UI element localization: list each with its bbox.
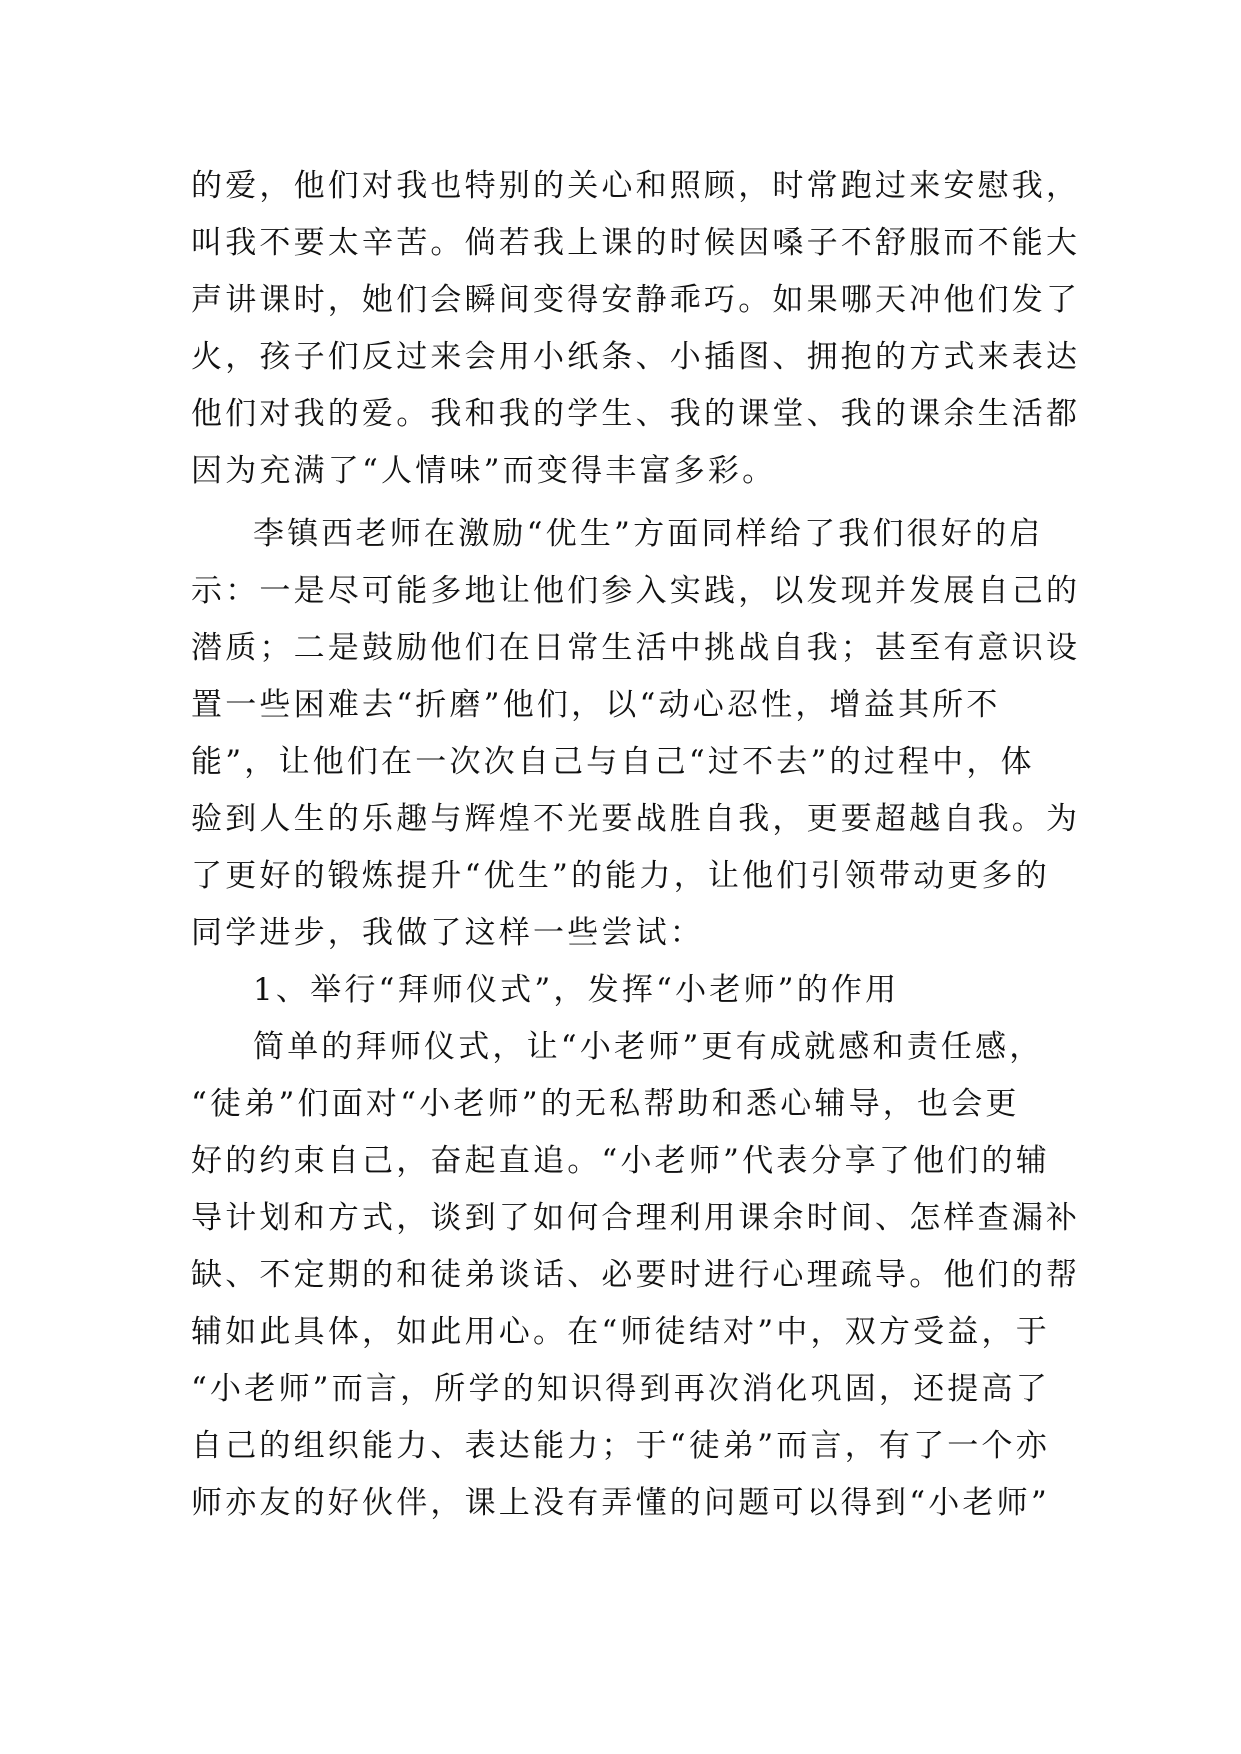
text-line: 自己的组织能力、表达能力；于“徒弟”而言，有了一个亦 [191, 1428, 1050, 1464]
text-line: 置一些困难去“折磨”他们，以“动心忍性，增益其所不 [191, 687, 1001, 723]
text-line: 好的约束自己，奋起直追。“小老师”代表分享了他们的辅 [191, 1143, 1050, 1179]
text-line: “徒弟”们面对“小老师”的无私帮助和悉心辅导，也会更 [191, 1086, 1020, 1122]
text-line: 火，孩子们反过来会用小纸条、小插图、拥抱的方式来表达 [191, 339, 1081, 375]
paragraph-start-line: 简单的拜师仪式，让“小老师”更有成就感和责任感， [253, 1029, 1044, 1065]
text-line: 导计划和方式，谈到了如何合理利用课余时间、怎样查漏补 [191, 1200, 1081, 1236]
section-heading: 1、举行“拜师仪式”，发挥“小老师”的作用 [253, 972, 900, 1008]
text-line: 示：一是尽可能多地让他们参入实践，以发现并发展自己的 [191, 573, 1081, 609]
text-line: 因为充满了“人情味”而变得丰富多彩。 [191, 453, 777, 489]
text-line: 验到人生的乐趣与辉煌不光要战胜自我，更要超越自我。为 [191, 801, 1081, 837]
paragraph-start-line: 李镇西老师在激励“优生”方面同样给了我们很好的启 [253, 516, 1044, 552]
text-line: 辅如此具体，如此用心。在“师徒结对”中，双方受益，于 [191, 1314, 1050, 1350]
text-line: 他们对我的爱。我和我的学生、我的课堂、我的课余生活都 [191, 396, 1081, 432]
text-line: 了更好的锻炼提升“优生”的能力，让他们引领带动更多的 [191, 858, 1050, 894]
text-line: 能”，让他们在一次次自己与自己“过不去”的过程中，体 [191, 744, 1035, 780]
text-line: 潜质；二是鼓励他们在日常生活中挑战自我；甚至有意识设 [191, 630, 1081, 666]
text-line: 同学进步，我做了这样一些尝试： [191, 915, 704, 951]
body-text [191, 158, 1081, 1532]
text-line: 的爱，他们对我也特别的关心和照顾，时常跑过来安慰我， [191, 168, 1081, 204]
text-line: 声讲课时，她们会瞬间变得安静乖巧。如果哪天冲他们发了 [191, 282, 1081, 318]
text-line: 师亦友的好伙伴，课上没有弄懂的问题可以得到“小老师” [191, 1485, 1050, 1521]
text-line: 缺、不定期的和徒弟谈话、必要时进行心理疏导。他们的帮 [191, 1257, 1081, 1293]
text-line: “小老师”而言，所学的知识得到再次消化巩固，还提高了 [191, 1371, 1050, 1407]
text-line: 叫我不要太辛苦。倘若我上课的时候因嗓子不舒服而不能大 [191, 225, 1081, 261]
